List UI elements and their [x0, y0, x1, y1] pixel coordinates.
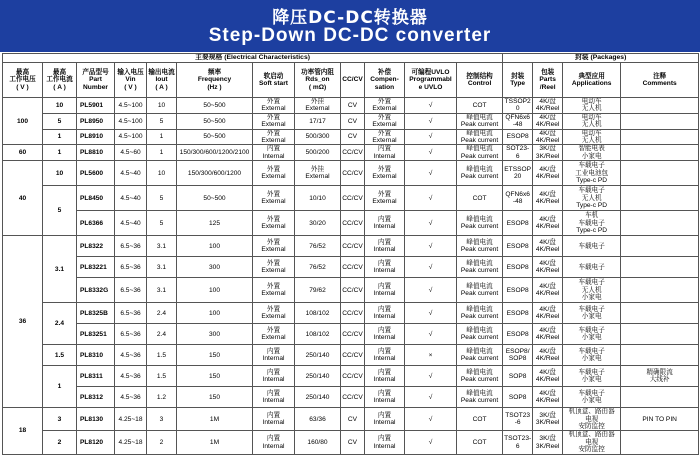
- cell-ss: 内置 Internal: [253, 145, 295, 161]
- cell-cmt: [621, 387, 699, 408]
- cell-vmax: 60: [3, 145, 43, 161]
- cell-ctrl: 峰值电流 Peak current: [457, 257, 503, 278]
- cell-cmt: 精确限流 大线补: [621, 366, 699, 387]
- cell-ctrl: COT: [457, 431, 503, 454]
- cell-iout: 10: [147, 161, 177, 186]
- cell-imax: 3.1: [43, 236, 77, 303]
- cell-ss: 内置 Internal: [253, 387, 295, 408]
- cell-iout: 1.2: [147, 387, 177, 408]
- table-row: [3, 211, 699, 236]
- cell-reel: 4K/盘 4K/Reel: [533, 129, 563, 145]
- cell-vin: 4.5~100: [115, 113, 147, 129]
- cell-iout: 2.4: [147, 303, 177, 324]
- cell-cccv: CV: [341, 113, 365, 129]
- cell-uvlo: √: [405, 366, 457, 387]
- cell-reel: 4K/盘 4K/Reel: [533, 366, 563, 387]
- cell-cmt: [621, 431, 699, 454]
- cell-vin: 4.5~36: [115, 387, 147, 408]
- cell-ss: 外置 External: [253, 257, 295, 278]
- cell-freq: 1M: [177, 408, 253, 431]
- cell-pkg: QFN6x6 -48: [503, 186, 533, 211]
- cell-app: 车载电子 工业电池包 Type-c PD: [563, 161, 621, 186]
- column-header: 输出电流 Iout ( A ): [147, 63, 177, 98]
- cell-rds: 17/17: [295, 113, 341, 129]
- cell-ss: 外置 External: [253, 211, 295, 236]
- column-header: 输入电压 Vin ( V ): [115, 63, 147, 98]
- cell-rds: 79/62: [295, 278, 341, 303]
- cell-ss: 内置 Internal: [253, 431, 295, 454]
- cell-iout: 1.5: [147, 345, 177, 366]
- cell-ss: 外置 External: [253, 98, 295, 114]
- cell-cccv: CC/CV: [341, 161, 365, 186]
- cell-vin: 4.25~18: [115, 431, 147, 454]
- cell-ctrl: 峰值电流 Peak current: [457, 278, 503, 303]
- cell-vin: 6.5~36: [115, 303, 147, 324]
- cell-cmt: [621, 98, 699, 114]
- title-banner: [0, 0, 700, 52]
- cell-rds: 10/10: [295, 186, 341, 211]
- cell-vin: 4.5~36: [115, 366, 147, 387]
- column-header: 补偿 Compen- sation: [365, 63, 405, 98]
- column-header: 软启动 Soft start: [253, 63, 295, 98]
- cell-iout: 5: [147, 186, 177, 211]
- cell-pkg: ESOP8: [503, 236, 533, 257]
- column-header: 典型应用 Applications: [563, 63, 621, 98]
- cell-iout: 3.1: [147, 257, 177, 278]
- cell-ss: 外置 External: [253, 278, 295, 303]
- cell-vin: 4.5~100: [115, 98, 147, 114]
- cell-app: 车机 车载电子 Type-c PD: [563, 211, 621, 236]
- group-header-row: [3, 54, 699, 63]
- cell-part: PL8322: [77, 236, 115, 257]
- cell-imax: 10: [43, 161, 77, 186]
- cell-pkg: TSSOP2 0: [504, 98, 531, 113]
- cell-ss: 外置 External: [253, 161, 295, 186]
- cell-vin: 4.5~40: [115, 186, 147, 211]
- cell-freq: 150/300/600/1200: [177, 161, 253, 186]
- cell-cccv: CV: [341, 408, 365, 431]
- cell-rds: 外挂 External: [295, 98, 341, 114]
- cell-imax: 1.5: [43, 345, 77, 366]
- cell-ctrl: COT: [457, 408, 503, 431]
- cell-iout: 1: [147, 129, 177, 145]
- cell-ctrl: 峰值电流 Peak current: [457, 161, 503, 186]
- table-row: [3, 161, 699, 186]
- cell-uvlo: √: [405, 98, 457, 114]
- cell-pkg: QFN6x6 -48: [503, 113, 533, 129]
- cell-part: PL8810: [77, 145, 115, 161]
- cell-cmt: [621, 113, 699, 129]
- cell-part: PL8310: [77, 345, 115, 366]
- cell-pkg: ESOP8: [503, 129, 533, 145]
- cell-freq: 50~500: [177, 186, 253, 211]
- column-header: 频率 Frequency (Hz ): [177, 63, 253, 98]
- cell-uvlo: √: [405, 387, 457, 408]
- group-electrical: 主要规格 (Electrical Characteristics): [3, 54, 503, 63]
- cell-part: PL8120: [77, 431, 115, 454]
- cell-uvlo: √: [405, 236, 457, 257]
- cell-part: PL8325B: [77, 303, 115, 324]
- cell-comp: 外置 External: [365, 161, 405, 186]
- cell-vin: 4.25~18: [115, 408, 147, 431]
- cell-freq: 100: [177, 278, 253, 303]
- cell-reel: 4K/盘 4K/Reel: [533, 345, 563, 366]
- cell-uvlo: √: [405, 303, 457, 324]
- cell-imax: 5: [43, 186, 77, 236]
- table-row: [3, 236, 699, 257]
- cell-comp: 内置 Internal: [365, 408, 405, 431]
- cell-comp: 外置 External: [365, 98, 405, 114]
- cell-vin: 6.5~36: [115, 324, 147, 345]
- column-header: 注释 Comments: [621, 63, 699, 98]
- cell-iout: 2: [147, 431, 177, 454]
- cell-comp: 内置 Internal: [365, 303, 405, 324]
- cell-cmt: [621, 278, 699, 303]
- cell-uvlo: √: [405, 278, 457, 303]
- cell-freq: 125: [177, 211, 253, 236]
- table-row: [3, 145, 699, 161]
- cell-rds: 250/140: [295, 366, 341, 387]
- cell-rds: 160/80: [295, 431, 341, 454]
- cell-pkg: TSOT23 -6: [503, 408, 533, 431]
- cell-cccv: CV: [341, 98, 365, 114]
- table-row: [3, 98, 699, 114]
- cell-part: PL6366: [77, 211, 115, 236]
- cell-iout: 1.5: [147, 366, 177, 387]
- table-row: [3, 303, 699, 324]
- cell-uvlo: √: [405, 186, 457, 211]
- cell-vin: 4.5~40: [115, 211, 147, 236]
- cell-cccv: CC/CV: [341, 145, 365, 161]
- cell-uvlo: √: [405, 129, 457, 145]
- table-row: [3, 387, 699, 408]
- cell-cccv: CC/CV: [341, 186, 365, 211]
- title-chinese: 降压DC-DC转换器: [272, 8, 428, 28]
- cell-ss: 外置 External: [253, 113, 295, 129]
- cell-reel: 4K/盘 4K/Reel: [533, 236, 563, 257]
- cell-ss: 外置 External: [253, 236, 295, 257]
- cell-pkg: TSOT23-6: [503, 431, 533, 454]
- cell-ss: 内置 Internal: [253, 345, 295, 366]
- cell-freq: 300: [177, 257, 253, 278]
- cell-iout: 3.1: [147, 278, 177, 303]
- cell-pkg: ESOP8: [503, 257, 533, 278]
- cell-cccv: CV: [341, 431, 365, 454]
- cell-pkg: SOT23- 6: [503, 145, 533, 161]
- cell-ctrl: 峰值电流 Peak current: [457, 211, 503, 236]
- cell-rds: 250/140: [295, 345, 341, 366]
- cell-uvlo: √: [405, 431, 457, 454]
- cell-freq: 300: [177, 324, 253, 345]
- cell-cccv: CC/CV: [341, 278, 365, 303]
- cell-iout: 10: [147, 98, 177, 114]
- cell-pkg: ETSSOP 20: [503, 161, 533, 186]
- cell-app: 车载电子 小家电: [563, 387, 621, 408]
- cell-reel: 4K/盘 4K/Reel: [533, 161, 563, 186]
- table-row: [3, 113, 699, 129]
- table-row: [3, 431, 699, 454]
- cell-freq: 150/300/600/1200/2100: [177, 145, 253, 161]
- column-header: 最高 工作电压 ( V ): [3, 63, 43, 98]
- cell-comp: 外置 External: [365, 113, 405, 129]
- cell-reel: 4K/盘 4K/Reel: [533, 387, 563, 408]
- cell-part: PL83221: [77, 257, 115, 278]
- cell-part: PL8332G: [77, 278, 115, 303]
- cell-part: PL8130: [77, 408, 115, 431]
- cell-vmax: 36: [3, 236, 43, 408]
- cell-freq: 150: [177, 345, 253, 366]
- cell-app: 车载电子 小家电: [563, 324, 621, 345]
- cell-comp: 内置 Internal: [365, 236, 405, 257]
- cell-vin: 4.5~100: [115, 129, 147, 145]
- cell-imax: 3: [43, 408, 77, 431]
- table-row: [3, 278, 699, 303]
- cell-uvlo: √: [405, 161, 457, 186]
- cell-comp: 外置 External: [365, 129, 405, 145]
- table-body: [3, 98, 699, 455]
- cell-app: 电动车 无人机: [563, 98, 621, 114]
- column-header: 产品型号 Part Number: [77, 63, 115, 98]
- cell-freq: 100: [177, 236, 253, 257]
- cell-cmt: [621, 145, 699, 161]
- cell-ctrl: 峰值电流 Peak current: [457, 345, 503, 366]
- cell-rds: 外挂 External: [295, 161, 341, 186]
- cell-vin: 4.5~40: [115, 161, 147, 186]
- cell-app: 机顶盒、路由器 电视 安防监控: [563, 408, 621, 431]
- cell-vin: 6.5~36: [115, 236, 147, 257]
- cell-ss: 外置 External: [253, 324, 295, 345]
- cell-comp: 内置 Internal: [365, 278, 405, 303]
- cell-pkg: ESOP8: [503, 278, 533, 303]
- cell-ctrl: 峰值电流 Peak current: [457, 145, 503, 161]
- cell-vin: 6.5~36: [115, 278, 147, 303]
- cell-reel: 4K/盘 4K/Reel: [533, 278, 563, 303]
- cell-ctrl: 峰值电流 Peak current: [457, 129, 503, 145]
- cell-cccv: CC/CV: [341, 324, 365, 345]
- cell-part: PL8950: [77, 113, 115, 129]
- cell-ss: 内置 Internal: [253, 408, 295, 431]
- cell-reel: 4K/盘 4K/Reel: [533, 324, 563, 345]
- cell-pkg: ESOP8: [503, 211, 533, 236]
- cell-rds: 108/102: [295, 303, 341, 324]
- group-packages: 封装 (Packages): [503, 54, 699, 63]
- table-row: [3, 408, 699, 431]
- table-row: [3, 345, 699, 366]
- cell-cmt: [621, 161, 699, 186]
- column-header: 封装 Type: [503, 63, 533, 98]
- cell-cmt: [621, 257, 699, 278]
- cell-app: 车载电子 小家电: [563, 345, 621, 366]
- cell-ctrl: 峰值电流 Peak current: [457, 324, 503, 345]
- cell-cmt: [621, 303, 699, 324]
- cell-reel: 3K/盘 3K/Reel: [533, 145, 563, 161]
- cell-cccv: CC/CV: [341, 211, 365, 236]
- cell-vin: 6.5~36: [115, 257, 147, 278]
- cell-vmax: 40: [3, 161, 43, 236]
- cell-freq: 1M: [177, 431, 253, 454]
- table-row: [3, 366, 699, 387]
- cell-pkg: SOP8: [503, 366, 533, 387]
- cell-imax: 1: [43, 145, 77, 161]
- cell-cmt: [621, 236, 699, 257]
- cell-rds: 63/36: [295, 408, 341, 431]
- cell-app: 车载电子 无人机 小家电: [563, 278, 621, 303]
- cell-app: 车载电子: [563, 236, 621, 257]
- cell-cccv: CC/CV: [341, 236, 365, 257]
- cell-app: 智能电表 小家电: [563, 145, 621, 161]
- cell-ctrl: 峰值电流 Peak current: [457, 366, 503, 387]
- cell-freq: 50~500: [177, 113, 253, 129]
- cell-ss: 内置 Internal: [253, 366, 295, 387]
- cell-comp: 内置 Internal: [365, 145, 405, 161]
- cell-app: 电动车 无人机: [563, 113, 621, 129]
- cell-comp: 内置 Internal: [365, 431, 405, 454]
- cell-freq: 50~500: [177, 129, 253, 145]
- cell-cmt: [621, 345, 699, 366]
- cell-imax: 5: [43, 113, 77, 129]
- cell-app: 车载电子 小家电: [563, 303, 621, 324]
- title-english: Step-Down DC-DC converter: [208, 25, 492, 46]
- cell-comp: 内置 Internal: [365, 324, 405, 345]
- column-header: 最高 工作电流 ( A ): [43, 63, 77, 98]
- cell-freq: 100: [177, 303, 253, 324]
- cell-imax: 10: [43, 98, 77, 114]
- cell-ss: 外置 External: [253, 129, 295, 145]
- cell-reel: 4K/盘 4K/Reel: [533, 113, 563, 129]
- cell-iout: 3.1: [147, 236, 177, 257]
- cell-part: PL5901: [77, 98, 115, 114]
- cell-cccv: CC/CV: [341, 366, 365, 387]
- cell-reel: 3K/盘 3K/Reel: [533, 431, 563, 454]
- cell-cccv: CC/CV: [341, 303, 365, 324]
- cell-comp: 内置 Internal: [365, 257, 405, 278]
- cell-iout: 1: [147, 145, 177, 161]
- cell-freq: 150: [177, 387, 253, 408]
- cell-comp: 内置 Internal: [365, 211, 405, 236]
- cell-app: 车载电子: [563, 257, 621, 278]
- cell-rds: 76/52: [295, 257, 341, 278]
- cell-ss: 外置 External: [253, 186, 295, 211]
- cell-app: 车载电子 无人机 Type-c PD: [563, 186, 621, 211]
- cell-app: 电动车 无人机: [563, 129, 621, 145]
- cell-app: 机顶盒、路由器 电视 安防监控: [563, 431, 621, 454]
- cell-vmax: 100: [3, 98, 43, 145]
- cell-pkg: ESOP8: [503, 303, 533, 324]
- cell-ctrl: 峰值电流 Peak current: [457, 236, 503, 257]
- cell-app: 车载电子 小家电: [563, 366, 621, 387]
- cell-ctrl: COT: [457, 98, 503, 114]
- cell-comp: 内置 Internal: [365, 387, 405, 408]
- cell-vin: 4.5~60: [115, 145, 147, 161]
- cell-uvlo: √: [405, 257, 457, 278]
- cell-ss: 外置 External: [253, 303, 295, 324]
- cell-reel: 4K/盘 4K/Reel: [533, 257, 563, 278]
- cell-iout: 5: [147, 211, 177, 236]
- cell-vin: 4.5~36: [115, 345, 147, 366]
- cell-reel: 4K/盘 4K/Reel: [533, 211, 563, 236]
- cell-reel: 4K/盘 4K/Reel: [533, 98, 563, 114]
- cell-uvlo: ×: [405, 345, 457, 366]
- cell-rds: 76/52: [295, 236, 341, 257]
- cell-rds: 30/20: [295, 211, 341, 236]
- table-row: [3, 257, 699, 278]
- cell-cmt: [621, 186, 699, 211]
- cell-ctrl: 峰值电流 Peak current: [457, 387, 503, 408]
- cell-comp: 内置 Internal: [365, 345, 405, 366]
- table-row: [3, 186, 699, 211]
- cell-cccv: CC/CV: [341, 257, 365, 278]
- cell-rds: 108/102: [295, 324, 341, 345]
- column-header: 功率管内阻 Rds_on ( mΩ): [295, 63, 341, 98]
- cell-pkg: ESOP8/ SOP8: [503, 345, 533, 366]
- cell-iout: 3: [147, 408, 177, 431]
- cell-uvlo: √: [405, 145, 457, 161]
- cell-uvlo: √: [405, 113, 457, 129]
- cell-reel: 4K/盘 4K/Reel: [533, 186, 563, 211]
- cell-cccv: CC/CV: [341, 387, 365, 408]
- cell-part: PL83251: [77, 324, 115, 345]
- column-header: CC/CV: [341, 63, 365, 98]
- cell-ctrl: 峰值电流 Peak current: [457, 303, 503, 324]
- cell-freq: 150: [177, 366, 253, 387]
- cell-iout: 5: [147, 113, 177, 129]
- cell-cccv: CC/CV: [341, 345, 365, 366]
- table-row: [3, 324, 699, 345]
- cell-comp: 内置 Internal: [365, 366, 405, 387]
- cell-ctrl: 峰值电流 Peak current: [457, 113, 503, 129]
- cell-freq: 50~500: [177, 98, 253, 114]
- cell-imax: 1: [43, 129, 77, 145]
- column-header: 包装 Parts /Reel: [533, 63, 563, 98]
- cell-comp: 外置 External: [365, 186, 405, 211]
- cell-cmt: [621, 129, 699, 145]
- cell-part: PL5600: [77, 161, 115, 186]
- cell-part: PL8450: [77, 186, 115, 211]
- cell-vmax: 18: [3, 408, 43, 454]
- cell-ctrl: COT: [457, 186, 503, 211]
- cell-pkg: ESOP8: [503, 324, 533, 345]
- cell-cccv: CV: [341, 129, 365, 145]
- table-row: [3, 129, 699, 145]
- cell-imax: 2.4: [43, 303, 77, 345]
- cell-cmt: [621, 324, 699, 345]
- cell-part: PL8311: [77, 366, 115, 387]
- cell-reel: 4K/盘 4K/Reel: [533, 303, 563, 324]
- cell-part: PL8312: [77, 387, 115, 408]
- column-header: 可编程UVLO Programmabl e UVLO: [405, 63, 457, 98]
- spec-table: [2, 53, 699, 455]
- cell-uvlo: √: [405, 408, 457, 431]
- cell-pkg: SOP8: [503, 387, 533, 408]
- cell-iout: 2.4: [147, 324, 177, 345]
- cell-uvlo: √: [405, 324, 457, 345]
- cell-cmt: [621, 211, 699, 236]
- cell-cmt: PIN TO PIN: [621, 408, 699, 431]
- cell-rds: 500/200: [295, 145, 341, 161]
- cell-imax: 1: [43, 366, 77, 408]
- cell-reel: 3K/盘 3K/Reel: [533, 408, 563, 431]
- column-header: 控制结构 Control: [457, 63, 503, 98]
- column-header-row: [3, 63, 699, 98]
- cell-rds: 500/300: [295, 129, 341, 145]
- cell-imax: 2: [43, 431, 77, 454]
- cell-rds: 250/140: [295, 387, 341, 408]
- cell-part: PL8910: [77, 129, 115, 145]
- cell-uvlo: √: [405, 211, 457, 236]
